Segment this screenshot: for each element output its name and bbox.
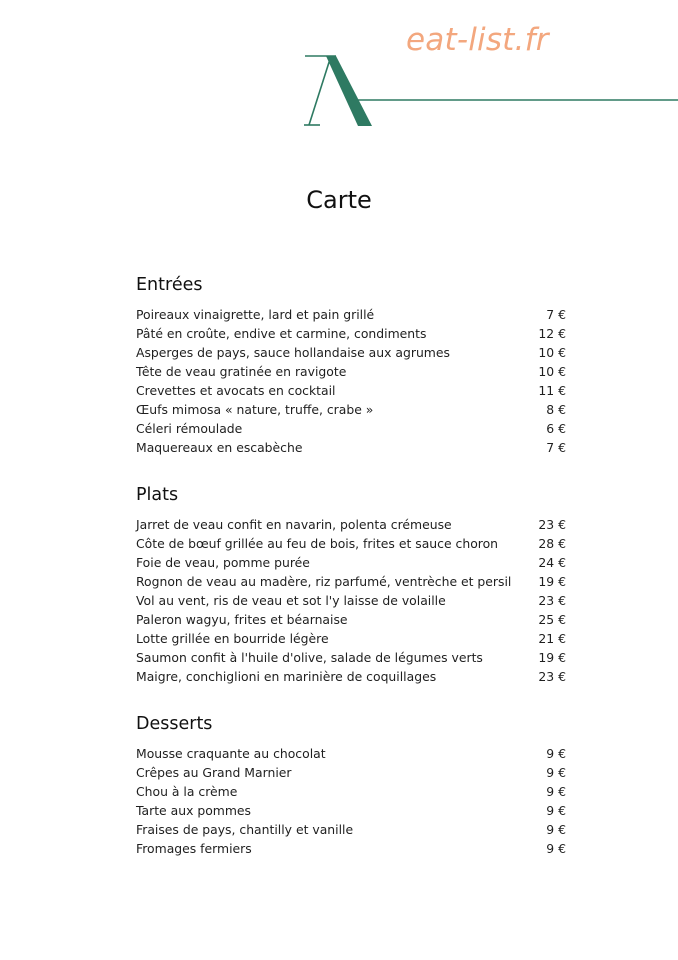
menu-item xyxy=(136,362,566,381)
item-name: Mousse craquante au chocolat xyxy=(136,746,326,761)
menu-item xyxy=(136,324,566,343)
item-name: Pâté en croûte, endive et carmine, condiments xyxy=(136,326,427,341)
item-price: 9 € xyxy=(546,803,566,818)
item-name: Lotte grillée en bourride légère xyxy=(136,631,329,646)
item-price: 6 € xyxy=(546,421,566,436)
menu-item xyxy=(136,515,566,534)
menu-item xyxy=(136,744,566,763)
item-price: 9 € xyxy=(546,746,566,761)
menu-item xyxy=(136,400,566,419)
item-name: Maquereaux en escabèche xyxy=(136,440,303,455)
item-name: Crevettes et avocats en cocktail xyxy=(136,383,336,398)
item-price: 12 € xyxy=(538,326,566,341)
item-name: Œufs mimosa « nature, truffe, crabe » xyxy=(136,402,374,417)
item-name: Céleri rémoulade xyxy=(136,421,243,436)
menu-item xyxy=(136,839,566,858)
item-price: 11 € xyxy=(538,383,566,398)
item-name: Côte de bœuf grillée au feu de bois, frites et sauce choron xyxy=(136,536,499,551)
page-title: Carte xyxy=(306,186,372,214)
section-entrees xyxy=(136,273,566,457)
restaurant-logo-icon xyxy=(300,50,678,132)
item-price: 8 € xyxy=(546,402,566,417)
menu-item xyxy=(136,553,566,572)
item-name: Fraises de pays, chantilly et vanille xyxy=(136,822,354,837)
item-name: Vol au vent, ris de veau et sot l'y laisse de volaille xyxy=(136,593,446,608)
menu-item xyxy=(136,572,566,591)
section-plats xyxy=(136,483,566,686)
menu-item xyxy=(136,343,566,362)
menu-item xyxy=(136,534,566,553)
item-price: 19 € xyxy=(538,574,566,589)
item-name: Fromages fermiers xyxy=(136,841,252,856)
item-price: 21 € xyxy=(538,631,566,646)
item-price: 24 € xyxy=(538,555,566,570)
item-price: 9 € xyxy=(546,784,566,799)
watermark-text: eat-list.fr xyxy=(406,22,549,58)
item-price: 9 € xyxy=(546,841,566,856)
item-price: 23 € xyxy=(538,517,566,532)
item-price: 7 € xyxy=(546,440,566,455)
menu-item xyxy=(136,305,566,324)
menu-item xyxy=(136,801,566,820)
section-heading: Desserts xyxy=(136,714,213,734)
item-price: 10 € xyxy=(538,364,566,379)
item-price: 23 € xyxy=(538,669,566,684)
item-name: Paleron wagyu, frites et béarnaise xyxy=(136,612,348,627)
item-price: 19 € xyxy=(538,650,566,665)
item-price: 28 € xyxy=(538,536,566,551)
item-price: 23 € xyxy=(538,593,566,608)
menu-item xyxy=(136,648,566,667)
menu-item xyxy=(136,419,566,438)
item-price: 7 € xyxy=(546,307,566,322)
item-name: Poireaux vinaigrette, lard et pain grillé xyxy=(136,307,375,322)
item-name: Jarret de veau confit en navarin, polenta crémeuse xyxy=(136,517,452,532)
section-heading: Entrées xyxy=(136,275,203,295)
menu-item xyxy=(136,782,566,801)
item-name: Tête de veau gratinée en ravigote xyxy=(136,364,347,379)
item-name: Foie de veau, pomme purée xyxy=(136,555,310,570)
item-price: 25 € xyxy=(538,612,566,627)
menu-item xyxy=(136,438,566,457)
menu-item xyxy=(136,763,566,782)
item-name: Saumon confit à l'huile d'olive, salade de légumes verts xyxy=(136,650,483,665)
item-price: 9 € xyxy=(546,765,566,780)
item-name: Asperges de pays, sauce hollandaise aux agrumes xyxy=(136,345,450,360)
item-name: Maigre, conchiglioni en marinière de coquillages xyxy=(136,669,437,684)
menu-item xyxy=(136,381,566,400)
section-heading: Plats xyxy=(136,485,179,505)
item-price: 10 € xyxy=(538,345,566,360)
item-name: Rognon de veau au madère, riz parfumé, ventrèche et persil xyxy=(136,574,512,589)
item-price: 9 € xyxy=(546,822,566,837)
item-name: Crêpes au Grand Marnier xyxy=(136,765,292,780)
item-name: Tarte aux pommes xyxy=(136,803,252,818)
menu-item xyxy=(136,820,566,839)
section-desserts xyxy=(136,712,566,858)
menu-item xyxy=(136,629,566,648)
item-name: Chou à la crème xyxy=(136,784,238,799)
menu-item xyxy=(136,610,566,629)
menu-item xyxy=(136,591,566,610)
menu-item xyxy=(136,667,566,686)
